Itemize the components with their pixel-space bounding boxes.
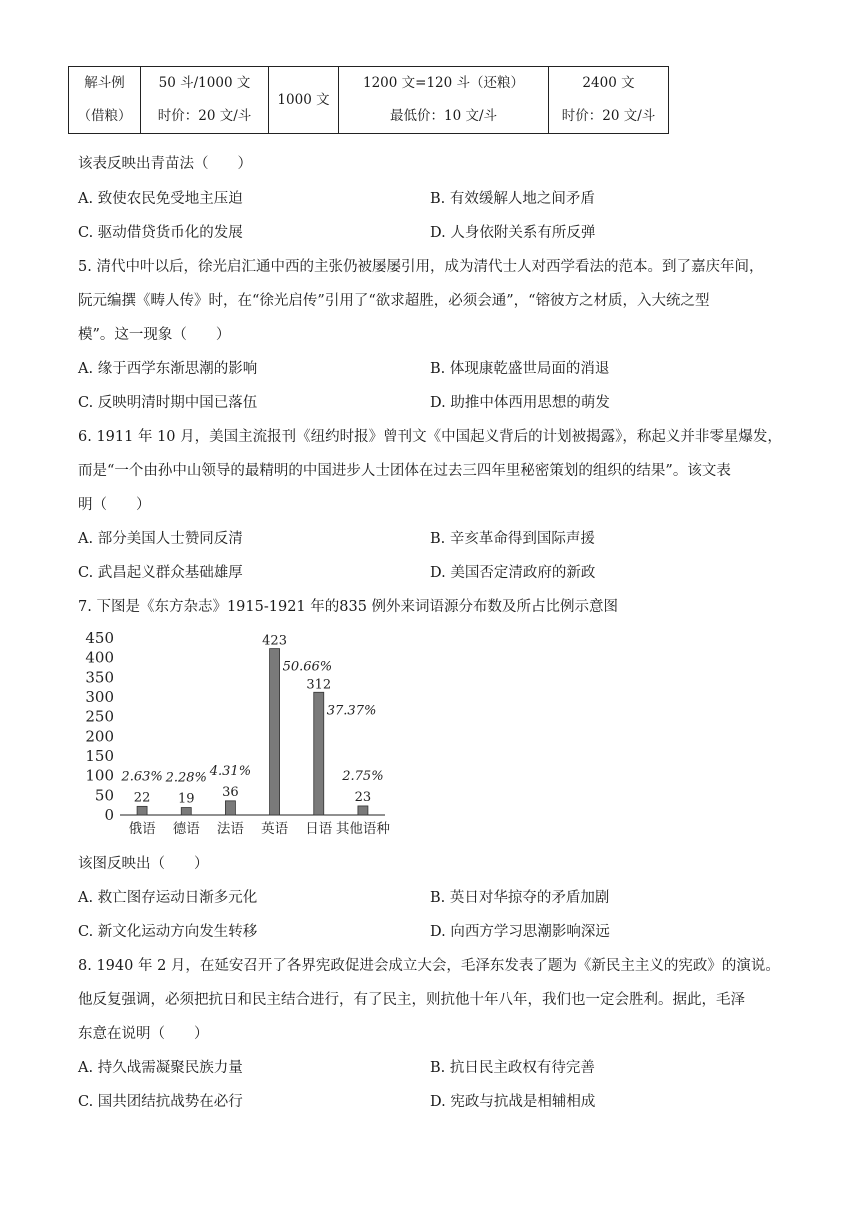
- q5-line: 5. 清代中叶以后，徐光启汇通中西的主张仍被屡屡引用，成为清代士人对西学看法的范本。到了嘉庆年间，: [78, 259, 764, 275]
- cell-line: 2400 文: [582, 75, 635, 91]
- q7-option-d[interactable]: D. 向西方学习思潮影响深远: [430, 924, 610, 940]
- q7-intro: 7. 下图是《东方杂志》1915-1921 年的835 例外来词语源分布数及所占比例示意图: [78, 599, 619, 615]
- value-label: 19: [177, 791, 195, 807]
- value-label: 22: [133, 790, 151, 806]
- cell-line: （借粮）: [77, 108, 132, 124]
- q5-option-d[interactable]: D. 助推中体西用思想的萌发: [430, 395, 610, 411]
- x-tick-label: 俄语: [128, 821, 156, 837]
- percent-label: 4.31%: [209, 763, 252, 779]
- q4-option-b[interactable]: B. 有效缓解人地之间矛盾: [430, 191, 595, 207]
- q4-stem: 该表反映出青苗法（ ）: [78, 156, 252, 172]
- q8-option-c[interactable]: C. 国共团结抗战势在必行: [78, 1094, 243, 1110]
- q6-option-b[interactable]: B. 辛亥革命得到国际声援: [430, 531, 595, 547]
- y-tick-label: 250: [85, 707, 114, 726]
- cell-line: 时价：20 文/斗: [561, 108, 656, 124]
- x-tick-label: 德语: [172, 821, 200, 837]
- bar: [270, 649, 280, 815]
- q8-line: 他反复强调，必须把抗日和民主结合进行，有了民主，则抗他十年八年，我们也一定会胜利。据此，毛泽: [78, 992, 745, 1008]
- percent-label: 37.37%: [326, 703, 377, 719]
- cell-line: 50 斗/1000 文: [158, 75, 251, 91]
- table-cell: [339, 67, 549, 134]
- y-tick-label: 0: [104, 806, 114, 824]
- q5-option-b[interactable]: B. 体现康乾盛世局面的消退: [430, 361, 610, 377]
- table-cell: [141, 67, 269, 134]
- q7-stem: 该图反映出（ ）: [78, 856, 209, 872]
- x-tick-label: 法语: [216, 821, 244, 837]
- bar: [181, 808, 191, 815]
- q5-option-a[interactable]: A. 缘于西学东渐思潮的影响: [78, 361, 258, 377]
- x-tick-label: 英语: [261, 821, 289, 837]
- q6-option-c[interactable]: C. 武昌起义群众基础雄厚: [78, 565, 243, 581]
- table-cell: [69, 67, 141, 134]
- y-tick-label: 350: [85, 668, 114, 687]
- q8-option-d[interactable]: D. 宪政与抗战是相辅相成: [430, 1094, 596, 1110]
- bar: [314, 692, 324, 815]
- loan-table: [68, 66, 669, 134]
- bar: [137, 806, 147, 815]
- x-tick-label: 日语: [305, 821, 333, 837]
- q5-option-c[interactable]: C. 反映明清时期中国已落伍: [78, 395, 258, 411]
- q6-line: 6. 1911 年 10 月，美国主流报刊《纽约时报》曾刊文《中国起义背后的计划被揭露》，称起义并非零星爆发，: [78, 429, 782, 445]
- bar: [225, 801, 235, 815]
- cell-line: 时价：20 文/斗: [157, 108, 252, 124]
- percent-label: 2.28%: [165, 770, 207, 786]
- y-tick-label: 400: [85, 648, 114, 667]
- q6-option-d[interactable]: D. 美国否定清政府的新政: [430, 565, 596, 581]
- y-tick-label: 450: [85, 629, 114, 647]
- percent-label: 50.66%: [282, 659, 333, 675]
- q8-line: 东意在说明（ ）: [78, 1026, 209, 1042]
- q8-option-a[interactable]: A. 持久战需凝聚民族力量: [78, 1060, 243, 1076]
- y-tick-label: 200: [85, 727, 114, 746]
- cell-line: 最低价：10 文/斗: [389, 108, 498, 124]
- x-tick-label: 其他语种: [335, 821, 390, 837]
- q4-option-c[interactable]: C. 驱动借贷货币化的发展: [78, 225, 243, 241]
- y-tick-label: 100: [85, 766, 114, 785]
- table-cell: [549, 67, 669, 134]
- table-cell: 1000 文: [269, 67, 339, 134]
- q8-option-b[interactable]: B. 抗日民主政权有待完善: [430, 1060, 595, 1076]
- q6-line: 而是“一个由孙中山领导的最精明的中国进步人士团体在过去三四年里秘密策划的组织的结果”。该文表: [78, 463, 731, 479]
- q4-option-a[interactable]: A. 致使农民免受地主压迫: [78, 191, 243, 207]
- y-tick-label: 150: [85, 747, 114, 765]
- q5-line: 阮元编撰《畴人传》时，在“徐光启传”引用了“欲求超胜，必须会通”，“镕彼方之材质，入大统之型: [78, 293, 710, 309]
- q4-option-d[interactable]: D. 人身依附关系有所反弹: [430, 225, 596, 241]
- bar: [358, 806, 368, 815]
- cell-line: 解斗例: [84, 75, 125, 91]
- q7-option-c[interactable]: C. 新文化运动方向发生转移: [78, 924, 258, 940]
- q7-option-a[interactable]: A. 救亡图存运动日渐多元化: [78, 890, 258, 906]
- percent-label: 2.63%: [121, 769, 163, 785]
- y-tick-label: 300: [85, 688, 114, 706]
- value-label: 312: [306, 677, 332, 693]
- q6-option-a[interactable]: A. 部分美国人士赞同反清: [78, 531, 243, 547]
- q7-option-b[interactable]: B. 英日对华掠夺的矛盾加剧: [430, 890, 610, 906]
- q8-line: 8. 1940 年 2 月，在延安召开了各界宪政促进会成立大会，毛泽东发表了题为《新民主主义的宪政》的演说。: [78, 958, 780, 974]
- loanword-bar-chart: [80, 625, 400, 840]
- percent-label: 2.75%: [342, 768, 384, 784]
- q5-line: 模”。这一现象（ ）: [78, 327, 231, 343]
- value-label: 23: [354, 789, 372, 805]
- value-label: 423: [262, 633, 287, 649]
- cell-line: 1200 文=120 斗（还粮）: [362, 75, 525, 91]
- value-label: 36: [222, 784, 239, 800]
- q6-line: 明（ ）: [78, 497, 151, 513]
- y-tick-label: 50: [94, 786, 114, 805]
